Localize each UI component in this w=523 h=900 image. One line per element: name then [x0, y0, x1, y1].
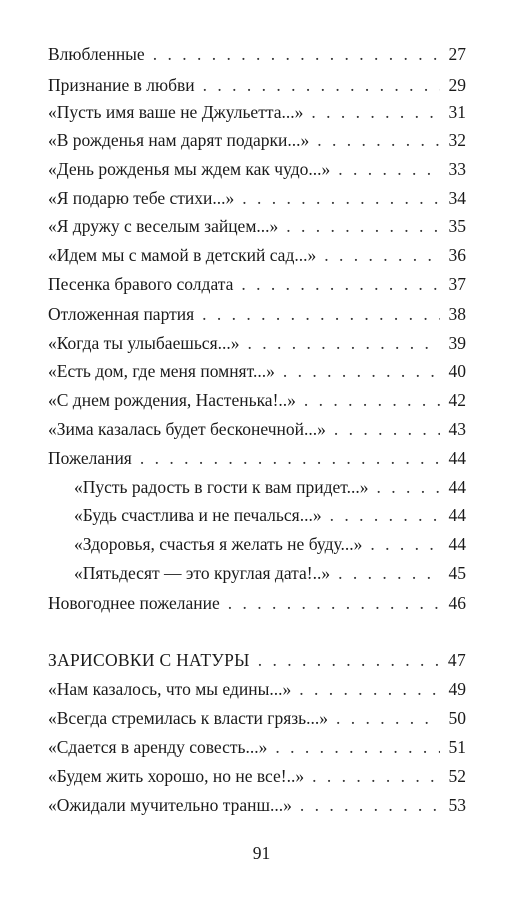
leader-dots — [140, 446, 440, 470]
leader-dots — [300, 793, 440, 817]
toc-entry-page: 50 — [448, 708, 466, 728]
toc-entry — [48, 591, 466, 615]
leader-dots — [283, 359, 440, 383]
leader-dots — [153, 42, 440, 66]
toc-entry-page: 52 — [448, 766, 466, 786]
leader-dots — [286, 214, 440, 238]
toc-entry-page: 45 — [448, 563, 466, 583]
toc-entry-title: «День рожденья мы ждем как чудо...» — [48, 159, 331, 179]
toc-entry-page: 37 — [448, 274, 466, 294]
leader-dots — [248, 331, 441, 355]
leader-dots — [334, 417, 440, 441]
toc-entry-title: Влюбленные — [48, 44, 145, 64]
leader-dots — [330, 503, 440, 527]
leader-dots — [338, 561, 440, 585]
toc-entry-title: «В рожденья нам дарят подарки...» — [48, 130, 310, 150]
toc-entry-title: «Будь счастлива и не печалься...» — [74, 505, 322, 525]
toc-entry — [48, 331, 466, 355]
toc-entry-page: 47 — [447, 650, 466, 670]
toc-entry-page: 27 — [448, 44, 466, 64]
toc-entry-title: «Сдается в аренду совесть...» — [48, 737, 268, 757]
toc-entry-title: «Идем мы с мамой в детский сад...» — [48, 245, 317, 265]
toc-entry — [48, 793, 466, 817]
toc-entry — [48, 764, 466, 788]
toc-entry-page: 33 — [448, 159, 466, 179]
toc-entry-page: 34 — [448, 188, 466, 208]
leader-dots — [275, 735, 440, 759]
leader-dots — [304, 388, 440, 412]
toc-entry-page: 49 — [448, 679, 466, 699]
toc-entry-page: 44 — [448, 505, 466, 525]
toc-entry-page: 46 — [448, 593, 466, 613]
toc-entry-title: «Ожидали мучительно транш...» — [48, 795, 292, 815]
leader-dots — [311, 100, 440, 124]
toc-entry-title: «Будем жить хорошо, но не все!..» — [48, 766, 305, 786]
toc-entry-page: 36 — [448, 245, 466, 265]
toc-entry-title: «Пусть имя ваше не Джульетта...» — [48, 102, 304, 122]
toc-entry — [48, 706, 466, 730]
toc-entry-page: 51 — [448, 737, 466, 757]
toc-entry-page: 44 — [448, 448, 466, 468]
toc-entry — [48, 677, 466, 701]
toc-entry-page: 42 — [448, 390, 466, 410]
toc-entry-title: «Нам казалось, что мы едины...» — [48, 679, 292, 699]
toc-entry-page: 35 — [448, 216, 466, 236]
toc-entry-title: «Есть дом, где меня помнят...» — [48, 361, 275, 381]
toc-entry-page: 32 — [448, 130, 466, 150]
toc-entry-title: Новогоднее пожелание — [48, 593, 220, 613]
leader-dots — [258, 648, 440, 672]
toc-entry — [48, 388, 466, 412]
toc-entry — [48, 214, 466, 238]
toc-entry — [48, 157, 466, 181]
leader-dots — [312, 764, 440, 788]
page-number: 91 — [252, 843, 271, 863]
leader-dots — [370, 532, 440, 556]
toc-entry-page: 38 — [448, 304, 466, 324]
toc-entry — [48, 186, 466, 210]
toc-entry-page: 43 — [448, 419, 466, 439]
leader-dots — [228, 591, 440, 615]
toc-entry-title: «Зима казалась будет бесконечной...» — [48, 419, 326, 439]
toc-entry — [48, 73, 466, 97]
toc-entry-title: Песенка бравого солдата — [48, 274, 234, 294]
toc-subentry — [74, 503, 466, 527]
toc-subentry — [74, 561, 466, 585]
toc-entry-title: «Когда ты улыбаешься...» — [48, 333, 240, 353]
toc-entry-title: Пожелания — [48, 448, 132, 468]
toc-entry-page: 31 — [448, 102, 466, 122]
leader-dots — [299, 677, 440, 701]
toc-entry-title: «Всегда стремилась к власти грязь...» — [48, 708, 329, 728]
toc-entry — [48, 417, 466, 441]
toc-entry — [48, 128, 466, 152]
toc-entry — [48, 272, 466, 296]
toc-entry — [48, 42, 466, 66]
toc-entry-title: «Я дружу с веселым зайцем...» — [48, 216, 279, 236]
toc-entry-title: Признание в любви — [48, 75, 195, 95]
toc-entry-title: «Здоровья, счастья я желать не буду...» — [74, 534, 363, 554]
toc-section-heading — [48, 648, 466, 672]
leader-dots — [377, 475, 441, 499]
toc-entry-title: «Пятьдесят — это круглая дата!..» — [74, 563, 331, 583]
toc-entry-page: 29 — [448, 75, 466, 95]
leader-dots — [317, 128, 440, 152]
toc-entry-page: 44 — [448, 477, 466, 497]
toc-subentry — [74, 475, 466, 499]
toc-entry-title: Отложенная партия — [48, 304, 195, 324]
toc-entry-title: «Пусть радость в гости к вам придет...» — [74, 477, 369, 497]
toc-entry — [48, 302, 466, 326]
leader-dots — [324, 243, 440, 267]
toc-entry-page: 39 — [448, 333, 466, 353]
toc-entry — [48, 735, 466, 759]
leader-dots — [241, 272, 440, 296]
toc-entry — [48, 243, 466, 267]
toc-entry — [48, 100, 466, 124]
toc-entry-title: «Я подарю тебе стихи...» — [48, 188, 235, 208]
toc-entry-title: «С днем рождения, Настенька!..» — [48, 390, 296, 410]
section-title: ЗАРИСОВКИ С НАТУРЫ — [48, 650, 250, 670]
leader-dots — [242, 186, 440, 210]
leader-dots — [203, 73, 440, 97]
toc-subentry — [74, 532, 466, 556]
leader-dots — [336, 706, 440, 730]
leader-dots — [202, 302, 440, 326]
toc-entry — [48, 446, 466, 470]
toc-entry — [48, 359, 466, 383]
leader-dots — [338, 157, 440, 181]
toc-entry-page: 44 — [448, 534, 466, 554]
toc-entry-page: 53 — [448, 795, 466, 815]
toc-entry-page: 40 — [448, 361, 466, 381]
